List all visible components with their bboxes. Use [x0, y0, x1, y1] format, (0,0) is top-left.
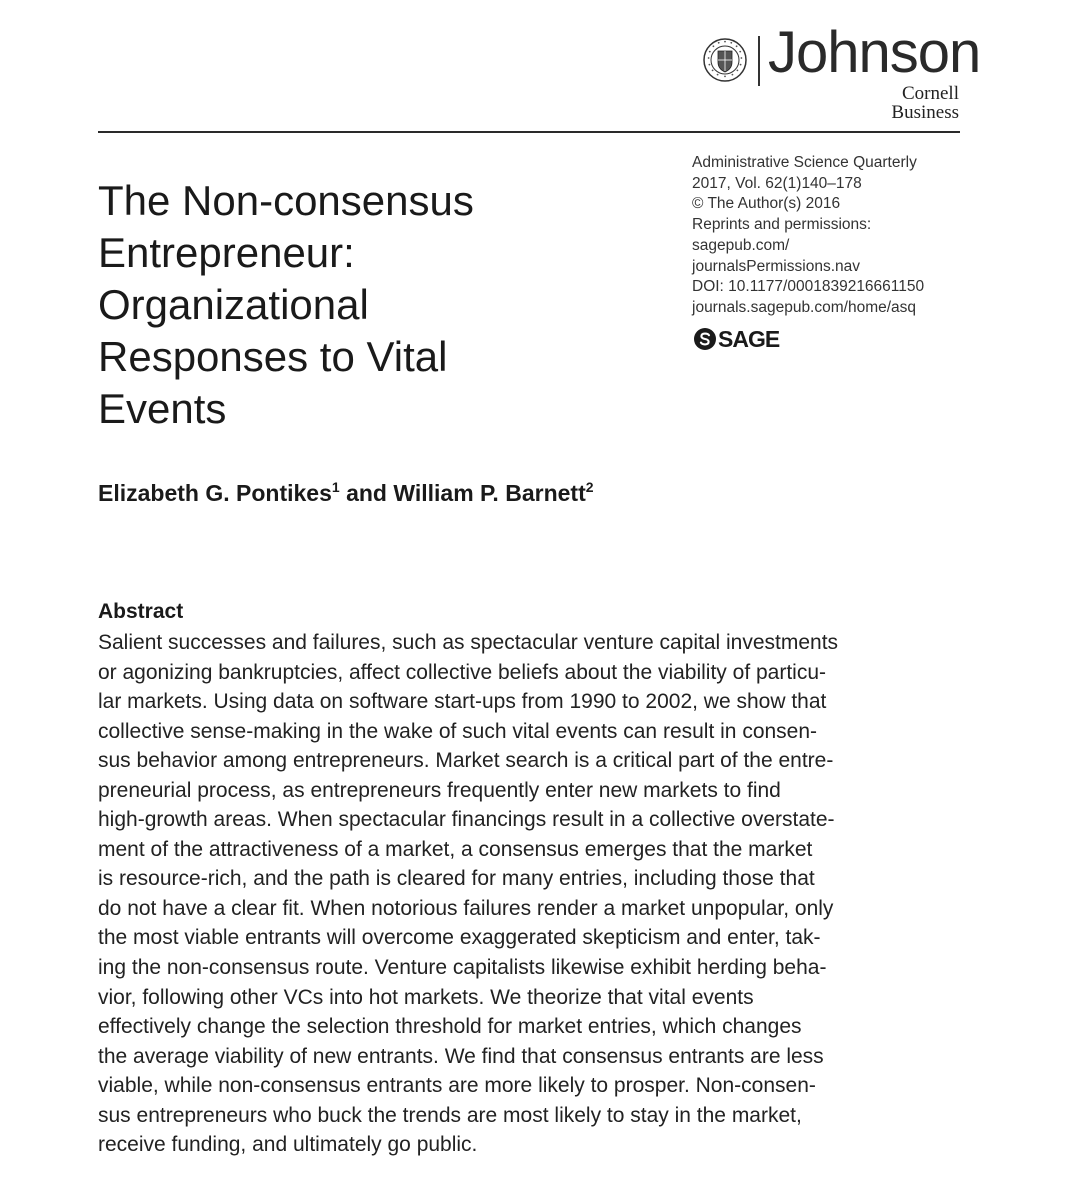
logo-sub-cornell: Cornell: [902, 83, 959, 104]
sage-logo: [693, 325, 779, 353]
author-1-affiliation: 1: [331, 479, 340, 495]
meta-volume: 2017, Vol. 62(1)140–178: [692, 174, 862, 192]
meta-journal-url[interactable]: journals.sagepub.com/home/asq: [692, 298, 917, 316]
abstract-line: the most viable entrants will overcome exaggerated skepticism and enter, tak-: [98, 926, 821, 950]
abstract-body: [98, 628, 968, 1160]
page-header: [0, 0, 1065, 132]
abstract-line: the average viability of new entrants. We find that consensus entrants are less: [98, 1044, 824, 1068]
abstract-line: is resource-rich, and the path is cleared for many entries, including those that: [98, 867, 815, 891]
johnson-logo-wordmark: Johnson: [768, 20, 981, 85]
abstract-line: vior, following other VCs into hot markets. We theorize that vital events: [98, 985, 754, 1009]
sage-s-icon: [693, 327, 717, 351]
abstract-line: do not have a clear fit. When notorious failures render a market unpopular, only: [98, 896, 834, 920]
logo-divider: [758, 36, 760, 86]
cornell-seal-icon: [703, 38, 747, 82]
author-1-name: Elizabeth G. Pontikes: [98, 480, 332, 506]
abstract-line: preneurial process, as entrepreneurs frequently enter new markets to find: [98, 778, 781, 802]
journal-metadata: [692, 153, 1012, 319]
abstract-line: sus entrepreneurs who buck the trends are most likely to stay in the market,: [98, 1103, 802, 1127]
author-line: [98, 480, 594, 507]
meta-reprints-url-1[interactable]: sagepub.com/: [692, 236, 790, 254]
abstract-line: viable, while non-consensus entrants are more likely to prosper. Non-consen-: [98, 1074, 816, 1098]
abstract-line: or agonizing bankruptcies, affect collective beliefs about the viability of particu-: [98, 660, 827, 684]
abstract-line: lar markets. Using data on software start-ups from 1990 to 2002, we show that: [98, 690, 827, 714]
abstract-line: Salient successes and failures, such as spectacular venture capital investments: [98, 631, 839, 654]
meta-reprints-url-2[interactable]: journalsPermissions.nav: [692, 257, 860, 275]
abstract-line: receive funding, and ultimately go public.: [98, 1133, 478, 1157]
abstract-line: high-growth areas. When spectacular financings result in a collective overstate-: [98, 808, 835, 832]
sage-wordmark: SAGE: [718, 325, 780, 352]
abstract-line: effectively change the selection threshold for market entries, which changes: [98, 1015, 802, 1039]
abstract-line: collective sense-making in the wake of such vital events can result in consen-: [98, 719, 818, 743]
author-2-affiliation: 2: [585, 479, 594, 495]
abstract-line: ment of the attractiveness of a market, a consensus emerges that the market: [98, 837, 813, 861]
header-rule: [98, 131, 960, 133]
article-title: The Non-consensus Entrepreneur: Organizational Responses to Vital Events: [98, 177, 474, 432]
meta-journal-name: Administrative Science Quarterly: [692, 154, 917, 171]
logo-sub-business: Business: [891, 102, 959, 123]
meta-copyright: © The Author(s) 2016: [692, 195, 841, 213]
abstract-line: ing the non-consensus route. Venture capitalists likewise exhibit herding beha-: [98, 956, 827, 980]
author-connector: and: [339, 480, 394, 506]
meta-reprints-label: Reprints and permissions:: [692, 216, 872, 234]
abstract-line: sus behavior among entrepreneurs. Market search is a critical part of the entre-: [98, 749, 834, 773]
author-2-name: William P. Barnett: [393, 480, 586, 506]
logo-subtitle: [891, 84, 959, 122]
abstract-heading: Abstract: [98, 600, 184, 623]
meta-doi[interactable]: DOI: 10.1177/0001839216661150: [692, 278, 925, 296]
